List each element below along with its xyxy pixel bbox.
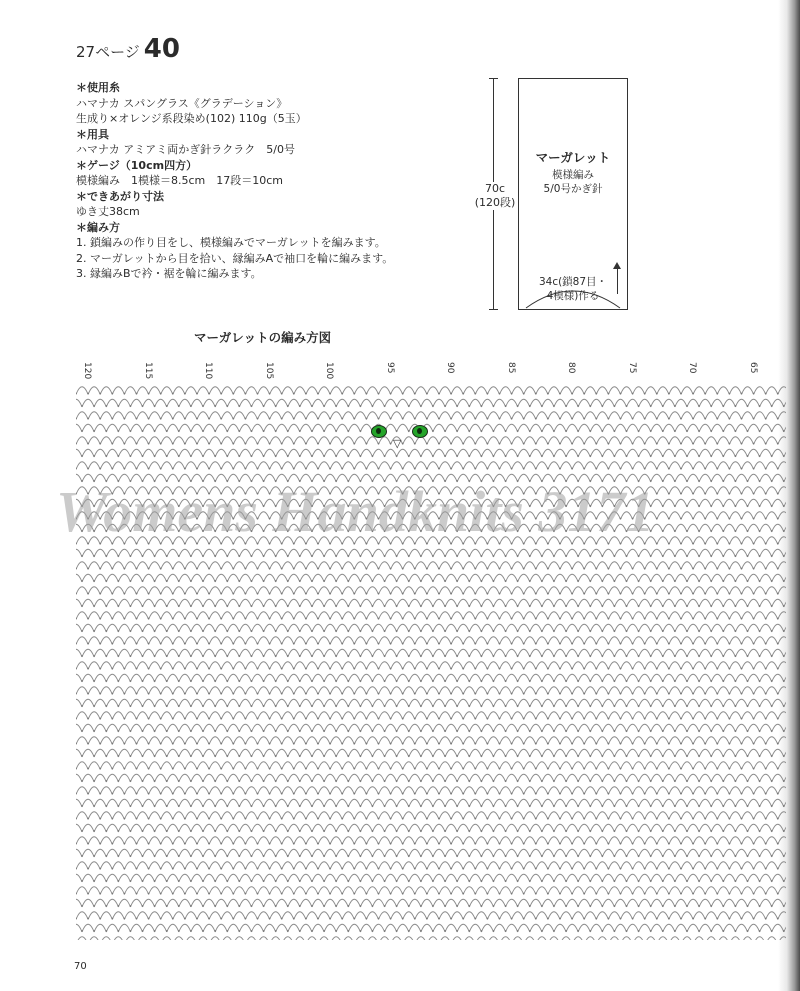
foundation-chain-label: 34c(鎖87目・: [538, 276, 608, 288]
stitch-number: 70: [687, 362, 697, 374]
spec-heading: ＊ゲージ（10cm四方）: [76, 158, 198, 172]
height-dimension-label: [470, 182, 520, 210]
page-header: [76, 34, 180, 64]
stitch-number: 65: [747, 362, 758, 374]
stitch-number: 120: [82, 362, 92, 380]
piece-hook: 5/0号かぎ針: [543, 183, 603, 195]
spec-line: 2. マーガレットから目を拾い、縁編みAで袖口を輪に編みます。: [76, 251, 394, 265]
spec-heading: ＊できあがり寸法: [76, 189, 164, 203]
spec-line: 生成り×オレンジ系段染め(102) 110g（5玉）: [76, 112, 307, 125]
spec-line: 3. 縁編みBで衿・裾を輪に編みます。: [76, 267, 262, 280]
stitch-number: 85: [505, 362, 516, 374]
page-reference: 27ページ: [76, 43, 140, 61]
spec-line: ハマナカ スパングラス《グラデーション》: [76, 96, 288, 110]
materials-and-instructions: [76, 80, 393, 282]
mesh-pattern: [76, 382, 786, 940]
spec-heading: ＊編み方: [76, 220, 120, 234]
arrow-up-icon: [613, 262, 621, 269]
spec-heading: ＊使用糸: [76, 81, 120, 94]
dimension-tick-bottom: [489, 309, 498, 310]
crochet-chart: [76, 382, 786, 940]
chart-title: マーガレットの編み方図: [194, 330, 332, 345]
stitch-number: 105: [263, 362, 274, 380]
piece-stitch: 模様編み: [552, 169, 594, 181]
chain-loops: [76, 387, 786, 940]
cat-eye-right-icon: [412, 425, 428, 438]
spec-line: ゆき丈38cm: [76, 205, 140, 218]
stitch-number: 75: [626, 362, 637, 374]
knitting-direction-arrow: [617, 268, 618, 294]
piece-name: マーガレット: [535, 150, 611, 165]
height-rows: (120段): [474, 196, 516, 209]
spec-heading: ＊用具: [76, 127, 109, 141]
stitch-number: 80: [566, 362, 576, 374]
spec-line: 1. 鎖編みの作り目をし、模様編みでマーガレットを編みます。: [76, 236, 386, 249]
cat-eye-left-icon: [371, 425, 387, 438]
stitch-number: 115: [142, 362, 153, 380]
stitch-number: 90: [445, 362, 455, 374]
watermark: Womens Handknits 3171: [56, 479, 655, 544]
spec-line: 模様編み 1模様＝8.5cm 17段＝10cm: [76, 174, 284, 187]
stitch-number: 110: [203, 362, 213, 380]
pattern-number: 40: [143, 34, 180, 64]
dimension-tick-top: [489, 78, 498, 79]
stitch-number: 95: [384, 362, 395, 374]
page-number: 70: [74, 961, 87, 972]
spec-line: ハマナカ アミアミ両かぎ針ラクラク 5/0号: [76, 143, 295, 156]
cat-nose-icon: ▽: [393, 437, 402, 450]
stitch-number: 100: [324, 362, 334, 380]
foundation-repeat-label: 4模様)作る: [546, 290, 600, 302]
height-cm: 70c: [484, 182, 506, 195]
